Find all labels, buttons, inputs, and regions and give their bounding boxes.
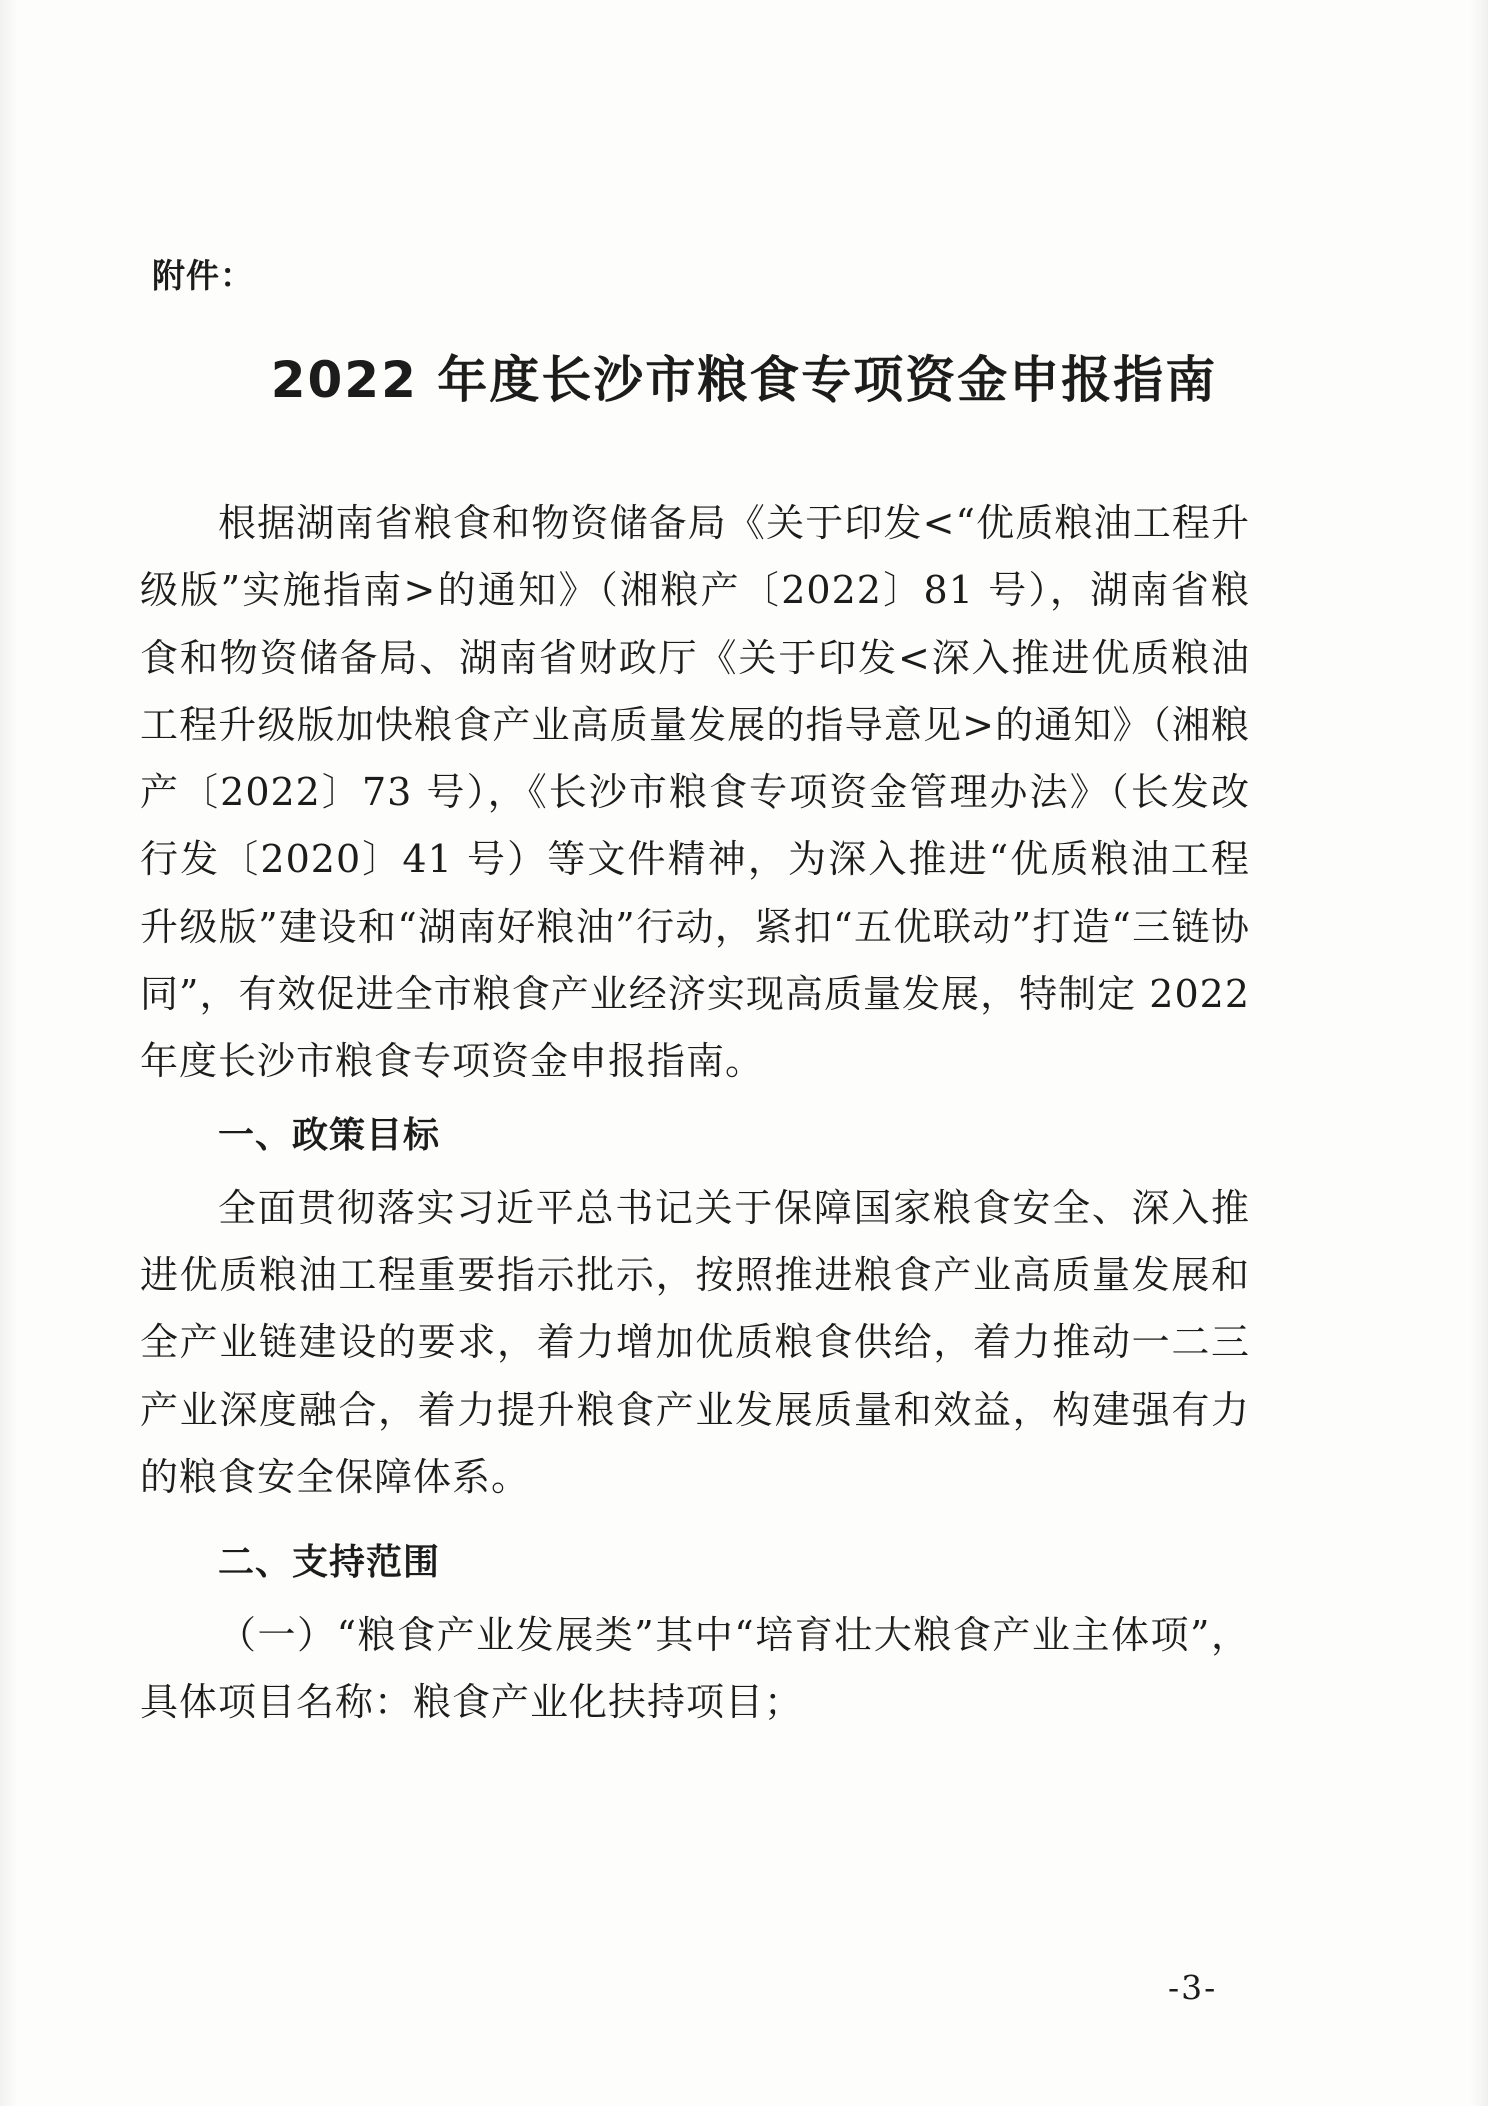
section-paragraph-policy-goals: 全面贯彻落实习近平总书记关于保障国家粮食安全、深入推进优质粮油工程重要指示批示，按照推进粮食产业高质量发展和全产业链建设的要求，着力增加优质粮食供给，着力推动一二三产业深度融合，着力提升粮食产业发展质量和效益，构建强有力的粮食安全保障体系。 <box>140 1185 1250 1499</box>
page-number: -3- <box>1168 1968 1218 2007</box>
document-body <box>140 490 1250 1737</box>
section-paragraph-support-scope: （一）“粮食产业发展类”其中“培育壮大粮食产业主体项”，具体项目名称：粮食产业化扶持项目； <box>140 1613 1250 1725</box>
attachment-label: 附件： <box>152 256 254 295</box>
document-title: 2022 年度长沙市粮食专项资金申报指南 <box>270 351 1218 409</box>
section-heading-support-scope: 二、支持范围 <box>218 1542 441 1584</box>
intro-paragraph: 根据湖南省粮食和物资储备局《关于印发<“优质粮油工程升级版”实施指南>的通知》（湘粮产〔2022〕81 号），湖南省粮食和物资储备局、湖南省财政厅《关于印发<深入推进优质粮油工程升级版加快粮食产业高质量发展的指导意见>的通知》（湘粮产〔2022〕73 号），《长沙市粮食专项资金管理办法》（长发改行发〔2020〕41 号）等文件精神，为深入推进“优质粮油工程升级版”建设和“湖南好粮油”行动，紧扣“五优联动”打造“三链协同”，有效促进全市粮食产业经济实现高质量发展，特制定 2022 年度长沙市粮食专项资金申报指南。 <box>140 501 1250 1084</box>
section-heading-policy-goals: 一、政策目标 <box>218 1114 441 1156</box>
